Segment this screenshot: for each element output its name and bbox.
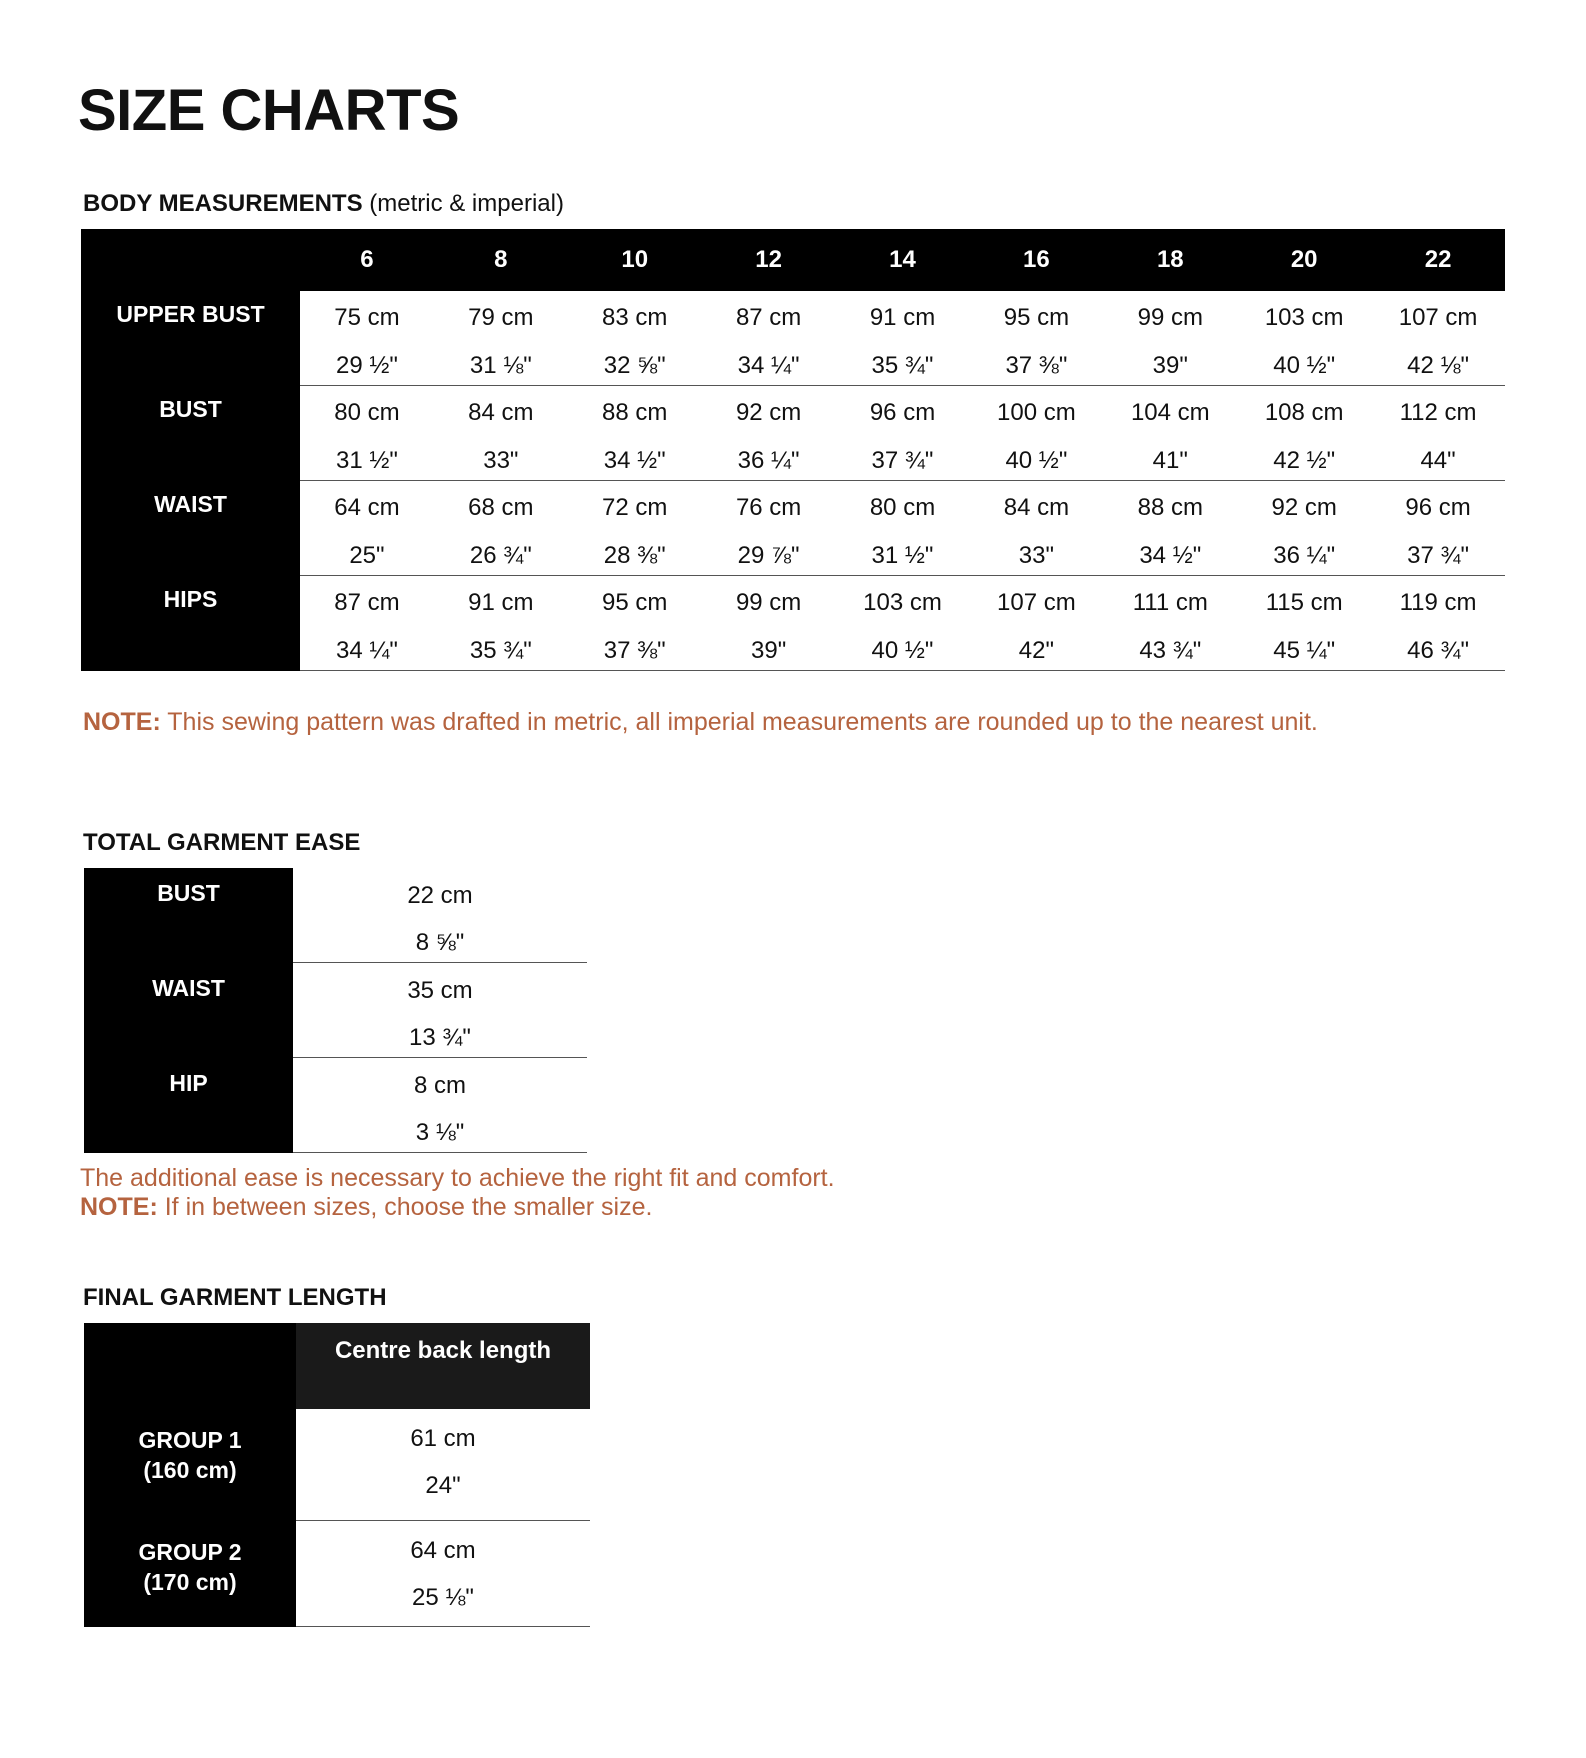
ease-row	[84, 1058, 587, 1153]
length-row	[84, 1521, 590, 1627]
metric-value: 92 cm	[735, 399, 802, 426]
metric-value: 103 cm	[863, 589, 942, 616]
measurement-cell	[702, 576, 836, 670]
measurement-cell	[1103, 576, 1237, 670]
metric-value: 115 cm	[1265, 589, 1343, 616]
garment-length-table	[84, 1323, 590, 1627]
length-value-cell	[296, 1521, 590, 1627]
metric-value: 64 cm	[334, 494, 400, 521]
metric-value: 84 cm	[1003, 494, 1070, 521]
garment-ease-table	[84, 868, 587, 1153]
size-header: 14	[889, 246, 916, 273]
measurement-cell	[568, 386, 702, 480]
measurement-row	[81, 291, 1505, 386]
metric-value: 112 cm	[1399, 399, 1477, 426]
metric-value: 108 cm	[1264, 399, 1344, 426]
metric-value: 95 cm	[602, 589, 668, 616]
measurement-cell	[300, 576, 434, 670]
size-header: 16	[1023, 246, 1050, 273]
measurement-cell	[300, 291, 434, 385]
garment-length-heading: FINAL GARMENT LENGTH	[83, 1284, 387, 1311]
measurement-row-label: BUST	[81, 386, 300, 481]
imperial-value: 24"	[425, 1472, 461, 1499]
imperial-value: 33"	[1018, 542, 1054, 569]
imperial-value: 42 ⅛"	[1407, 352, 1470, 379]
measurement-values	[300, 481, 1505, 576]
metric-value: 104 cm	[1130, 399, 1210, 426]
metric-value: 96 cm	[869, 399, 936, 426]
imperial-value: 35 ¾"	[871, 352, 934, 379]
metric-value: 80 cm	[869, 494, 936, 521]
imperial-value: 37 ⅜"	[1005, 352, 1068, 379]
metric-value: 68 cm	[468, 494, 534, 521]
header-corner	[84, 1323, 296, 1409]
length-value-cell	[296, 1409, 590, 1521]
size-note	[80, 1192, 652, 1222]
measurement-cell	[434, 481, 568, 575]
metric-value: 99 cm	[1137, 304, 1203, 331]
length-row-label	[84, 1409, 296, 1521]
metric-value: 8 cm	[413, 1072, 466, 1099]
metric-value: 80 cm	[334, 399, 400, 426]
metric-value: 107 cm	[1398, 304, 1478, 331]
measurement-cell	[836, 576, 970, 670]
measurement-cell	[1103, 291, 1237, 385]
measurement-cell	[969, 576, 1103, 670]
imperial-value: 35 ¾"	[469, 637, 532, 664]
imperial-value: 40 ½"	[1005, 447, 1068, 474]
measurement-cell	[702, 386, 836, 480]
size-header: 12	[755, 246, 782, 273]
measurement-cell	[836, 386, 970, 480]
group-name: GROUP 2	[138, 1539, 242, 1565]
body-measurements-title: BODY MEASUREMENTS	[83, 190, 363, 217]
note-label: NOTE:	[80, 1193, 158, 1221]
metric-value: 83 cm	[602, 304, 668, 331]
imperial-value: 26 ¾"	[469, 542, 532, 569]
imperial-value: 8 ⅝"	[415, 929, 465, 956]
ease-value-cell	[293, 963, 587, 1058]
metric-value: 72 cm	[602, 494, 668, 521]
size-header-row	[81, 229, 1505, 291]
header-corner	[81, 229, 300, 291]
measurement-cell	[969, 386, 1103, 480]
metric-value: 92 cm	[1271, 494, 1337, 521]
centre-back-length-header: Centre back length	[296, 1323, 590, 1409]
ease-row	[84, 868, 587, 963]
measurement-cell	[702, 291, 836, 385]
imperial-value: 43 ¾"	[1139, 637, 1202, 664]
size-header: 6	[360, 246, 374, 273]
size-header: 18	[1156, 246, 1184, 273]
measurement-cell	[1237, 386, 1371, 480]
metric-value: 64 cm	[410, 1537, 476, 1564]
imperial-value: 45 ¼"	[1273, 637, 1336, 664]
ease-value-cell	[293, 1058, 587, 1153]
garment-ease-heading: TOTAL GARMENT EASE	[83, 829, 361, 856]
measurement-cell	[1103, 481, 1237, 575]
body-measurements-table	[81, 229, 1505, 671]
metric-value: 99 cm	[735, 589, 802, 616]
measurement-cell	[300, 386, 434, 480]
imperial-value: 39"	[751, 637, 787, 664]
imperial-value: 31 ⅛"	[469, 352, 532, 379]
measurement-cell	[568, 481, 702, 575]
imperial-value: 29 ⅞"	[737, 542, 800, 569]
metric-value: 96 cm	[1405, 494, 1471, 521]
body-measurements-rows	[81, 291, 1505, 671]
size-header: 8	[494, 246, 508, 273]
imperial-value: 39"	[1152, 352, 1188, 379]
imperial-value: 37 ¾"	[871, 447, 934, 474]
measurement-cell	[1371, 576, 1505, 670]
measurement-values	[300, 386, 1505, 481]
length-row-label	[84, 1521, 296, 1627]
size-header: 22	[1424, 246, 1452, 273]
metric-note	[83, 707, 1318, 737]
group-name: GROUP 1	[138, 1427, 242, 1453]
imperial-value: 40 ½"	[1273, 352, 1336, 379]
imperial-value: 25 ⅛"	[412, 1584, 474, 1611]
imperial-value: 3 ⅛"	[415, 1119, 465, 1146]
measurement-cell	[836, 481, 970, 575]
metric-value: 103 cm	[1264, 304, 1344, 331]
ease-row-label: HIP	[84, 1058, 293, 1153]
imperial-value: 44"	[1420, 447, 1456, 474]
measurement-row-label: WAIST	[81, 481, 300, 576]
measurement-row-label: HIPS	[81, 576, 300, 671]
metric-value: 91 cm	[468, 589, 534, 616]
imperial-value: 33"	[483, 447, 519, 474]
metric-value: 22 cm	[407, 882, 473, 909]
imperial-value: 34 ¼"	[335, 637, 398, 664]
measurement-cell	[702, 481, 836, 575]
imperial-value: 34 ½"	[1139, 542, 1202, 569]
measurement-cell	[969, 291, 1103, 385]
imperial-value: 31 ½"	[871, 542, 934, 569]
note-text: If in between sizes, choose the smaller size.	[157, 1193, 653, 1221]
imperial-value: 31 ½"	[335, 447, 398, 474]
metric-value: 79 cm	[468, 304, 534, 331]
size-header: 10	[621, 246, 649, 273]
measurement-cell	[1371, 291, 1505, 385]
ease-row-label: BUST	[84, 868, 293, 963]
ease-row	[84, 963, 587, 1058]
group-height: (160 cm)	[143, 1457, 237, 1483]
measurement-cell	[434, 576, 568, 670]
metric-value: 88 cm	[1137, 494, 1203, 521]
metric-value: 75 cm	[334, 304, 400, 331]
imperial-value: 40 ½"	[871, 637, 934, 664]
measurement-row	[81, 481, 1505, 576]
measurement-cell	[1237, 481, 1371, 575]
metric-value: 35 cm	[407, 977, 473, 1004]
imperial-value: 25"	[349, 542, 385, 569]
metric-value: 107 cm	[997, 589, 1076, 616]
measurement-values	[300, 576, 1505, 671]
metric-value: 88 cm	[602, 399, 668, 426]
imperial-value: 13 ¾"	[409, 1024, 471, 1051]
metric-value: 111 cm	[1132, 589, 1208, 616]
imperial-value: 46 ¾"	[1407, 637, 1470, 664]
page-title: SIZE CHARTS	[78, 78, 460, 143]
imperial-value: 32 ⅝"	[603, 352, 666, 379]
measurement-cell	[1237, 291, 1371, 385]
metric-value: 61 cm	[410, 1425, 476, 1452]
measurement-cell	[969, 481, 1103, 575]
metric-value: 91 cm	[869, 304, 936, 331]
measurement-cell	[568, 576, 702, 670]
measurement-row	[81, 576, 1505, 671]
note-text: This sewing pattern was drafted in metric, all imperial measurements are rounded up to the nearest unit.	[160, 708, 1318, 736]
measurement-cell	[434, 291, 568, 385]
measurement-cell	[1237, 576, 1371, 670]
group-height: (170 cm)	[143, 1569, 237, 1595]
metric-value: 95 cm	[1003, 304, 1070, 331]
imperial-value: 34 ½"	[603, 447, 666, 474]
imperial-value: 41"	[1152, 447, 1188, 474]
size-header: 20	[1290, 246, 1318, 273]
metric-value: 87 cm	[334, 589, 400, 616]
measurement-cell	[434, 386, 568, 480]
measurement-cell	[568, 291, 702, 385]
imperial-value: 37 ¾"	[1407, 542, 1470, 569]
imperial-value: 37 ⅜"	[603, 637, 666, 664]
measurement-cell	[1371, 386, 1505, 480]
metric-value: 84 cm	[468, 399, 534, 426]
imperial-value: 34 ¼"	[737, 352, 800, 379]
imperial-value: 36 ¼"	[737, 447, 800, 474]
metric-value: 87 cm	[735, 304, 802, 331]
body-measurements-subtitle: (metric & imperial)	[369, 190, 564, 217]
measurement-row-label: UPPER BUST	[81, 291, 300, 386]
ease-info-text: The additional ease is necessary to achieve the right fit and comfort.	[80, 1164, 835, 1192]
ease-value-cell	[293, 868, 587, 963]
measurement-values	[300, 291, 1505, 386]
measurement-cell	[836, 291, 970, 385]
metric-value: 119 cm	[1399, 589, 1477, 616]
measurement-cell	[1371, 481, 1505, 575]
length-header-row	[84, 1323, 590, 1409]
imperial-value: 28 ⅜"	[603, 542, 666, 569]
note-label: NOTE:	[83, 708, 161, 736]
imperial-value: 42"	[1018, 637, 1054, 664]
ease-row-label: WAIST	[84, 963, 293, 1058]
imperial-value: 42 ½"	[1273, 447, 1336, 474]
imperial-value: 29 ½"	[335, 352, 398, 379]
imperial-value: 36 ¼"	[1273, 542, 1336, 569]
metric-value: 76 cm	[735, 494, 802, 521]
metric-value: 100 cm	[997, 399, 1076, 426]
measurement-cell	[300, 481, 434, 575]
length-row	[84, 1409, 590, 1521]
body-measurements-heading	[83, 189, 564, 219]
measurement-cell	[1103, 386, 1237, 480]
measurement-row	[81, 386, 1505, 481]
